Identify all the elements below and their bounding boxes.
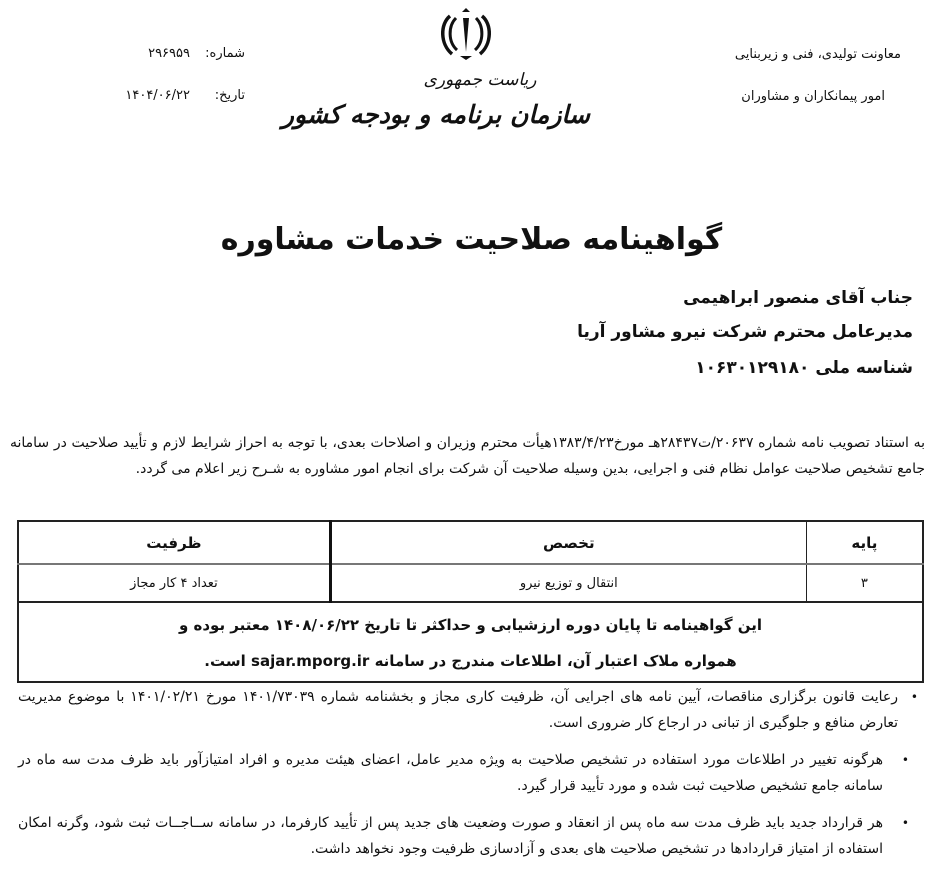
validity-notice-line-2-post: است. [204, 652, 246, 670]
bullet-icon: • [910, 690, 918, 704]
header-capacity: ظرفیت [18, 521, 330, 564]
addressee-name: جناب آقای منصور ابراهیمی [683, 288, 913, 308]
note-text: هرگونه تغییر در اطلاعات مورد استفاده در تشخیص صلاحیت به ویژه مدیر عامل، اعضای هیئت مدیره و افراد امتیازآور باید ظرف مدت سه ماه در سامانه جامع تشخیص صلاحیت ثبت شده و مورد تأیید قرار گیرد. [18, 752, 883, 794]
letter-number-label: شماره: [205, 46, 245, 61]
intro-paragraph: به استناد تصویب نامه شماره ۲۰۶۳۷/ت۲۸۴۳۷هـ مورخ۱۳۸۳/۴/۲۳هیأت محترم وزیران و اصلاحات بعدی، با توجه به احراز شرایط لازم و تأیید صلاحیت در سامانه جامع تشخیص صلاحیت عوامل نظام فنی و اجرایی، بدین وسیله صلاحیت آن شرکت برای انجام امور مشاوره به شـرح زیر اعلام می گردد. [10, 435, 925, 477]
letter-number-value: ۲۹۶۹۵۹ [148, 46, 190, 61]
note-item [18, 810, 923, 862]
cell-capacity: تعداد ۴ کار مجاز [18, 564, 330, 602]
header-base: پایه [806, 521, 923, 564]
department-line-2: امور پیمانکاران و مشاوران [741, 89, 885, 104]
table-row [18, 564, 923, 602]
cell-base: ۳ [806, 564, 923, 602]
bullet-icon: • [901, 753, 909, 767]
validity-notice-line-2-pre: همواره ملاک اعتبار آن، اطلاعات مندرج در سامانه [374, 652, 737, 670]
sajar-url-link[interactable]: sajar.mporg.ir [251, 652, 370, 670]
note-item [18, 747, 923, 799]
addressee-position: مدیرعامل محترم شرکت نیرو مشاور آریا [577, 322, 913, 342]
header-specialty: تخصص [330, 521, 806, 564]
presidency-label: ریاست جمهوری [423, 70, 537, 90]
bullet-icon: • [901, 816, 909, 830]
notes-list [18, 684, 923, 873]
letter-date-label: تاریخ: [214, 88, 245, 103]
note-text: هر قرارداد جدید باید ظرف مدت سه ماه پس از انعقاد و صورت وضعیت های جدید پس از تأیید کارفرما، در سامانه ســاجــات ثبت شود، وگرنه امکان استفاده از امتیاز قراردادها در تشخیص صلاحیت های بعدی و آزادسازی ظرفیت وجود نخواهد داشت. [18, 815, 883, 857]
letter-date-value: ۱۴۰۴/۰۶/۲۲ [125, 88, 190, 103]
department-line-1: معاونت تولیدی، فنی و زیربنایی [734, 47, 901, 62]
note-item [18, 684, 923, 736]
certificate-table [17, 520, 924, 683]
letter-date-row [125, 88, 245, 103]
table-header-row [18, 521, 923, 564]
validity-notice-row [18, 602, 923, 682]
cell-specialty: انتقال و توزیع نیرو [330, 564, 806, 602]
note-text: رعایت قانون برگزاری مناقصات، آیین نامه های اجرایی آن، ظرفیت کاری مجاز و بخشنامه شماره ۱۴۰۱/۷۳۰۳۹ مورخ ۱۴۰۱/۰۲/۲۱ با موضوع مدیریت تعارض منافع و جلوگیری از تبانی در ارجاع کار ضروری است. [18, 689, 898, 731]
document-title: گواهینامه صلاحیت خدمات مشاوره [220, 222, 723, 257]
national-id: شناسه ملی ۱۰۶۳۰۱۲۹۱۸۰ [695, 358, 913, 378]
validity-notice-line-1: این گواهینامه تا پایان دوره ارزشیابی و حداکثر تا تاریخ ۱۴۰۸/۰۶/۲۲ معتبر بوده و [178, 616, 763, 634]
validity-notice-line-2 [19, 643, 922, 679]
organization-name: سازمان برنامه و بودجه کشور [281, 100, 590, 129]
iran-emblem-icon [436, 8, 496, 60]
letter-number-row [148, 46, 245, 61]
validity-notice [18, 602, 923, 682]
